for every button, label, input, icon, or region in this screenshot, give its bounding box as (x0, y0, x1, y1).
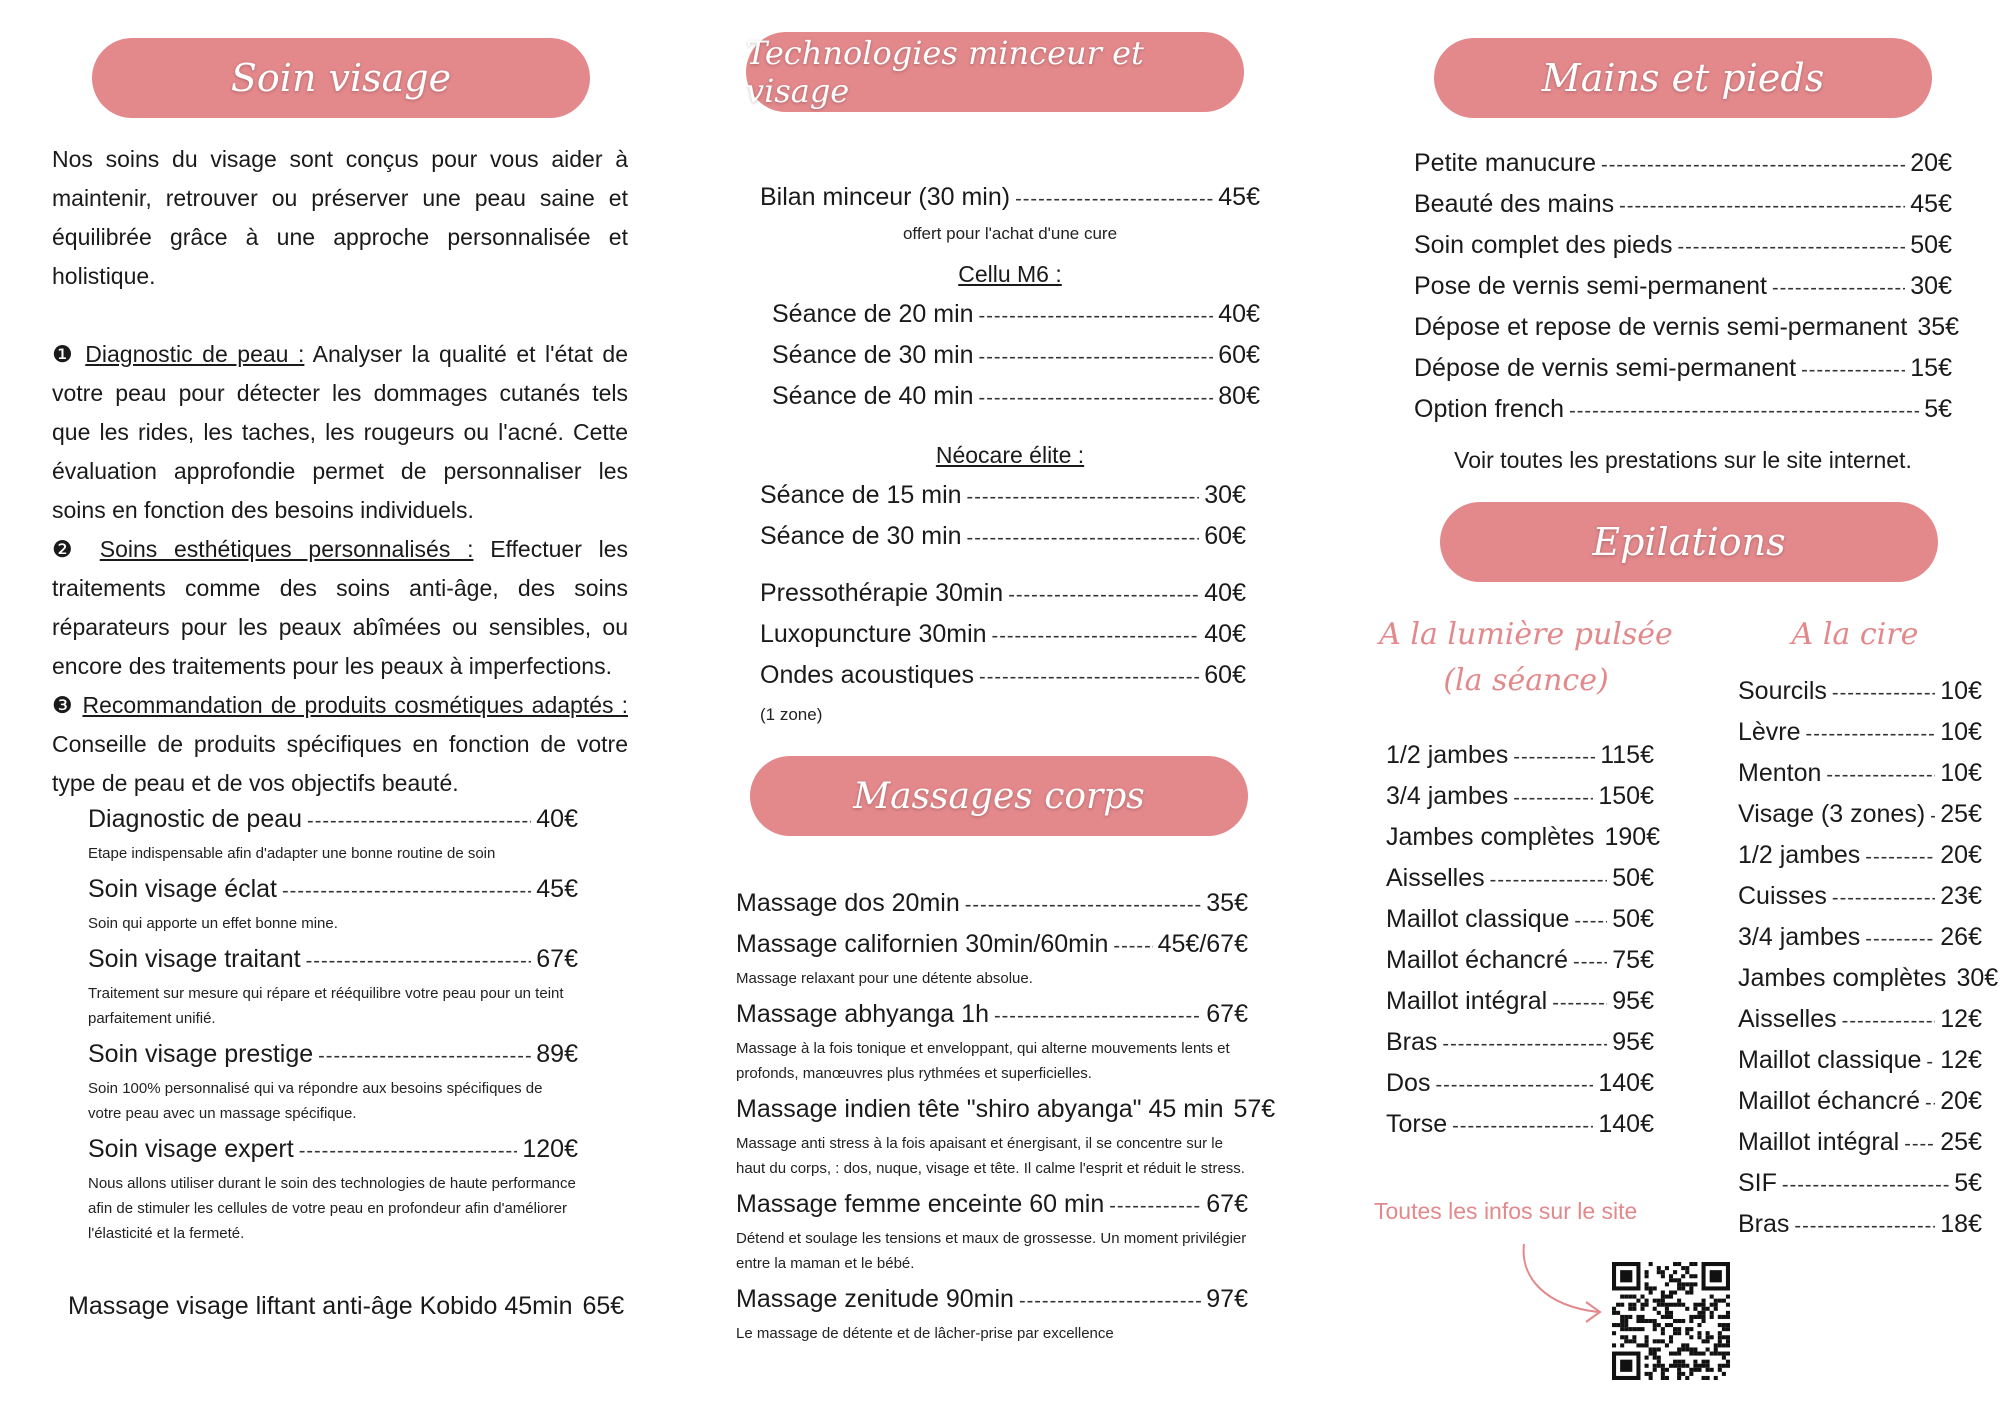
price-desc: Détend et soulage les tensions et maux de grossesse. Un moment privilégier entre la maman et le bébé. (736, 1230, 1247, 1272)
point-3-title: Recommandation de produits cosmétiques adaptés : (82, 692, 628, 718)
intro-text: Nos soins du visage sont conçus pour vous aider à maintenir, retrouver ou préserver une peau saine et équilibrée grâce à une approche personnalisée et holistique. (52, 146, 628, 289)
cellu-title: Cellu M6 : (958, 261, 1062, 287)
price-row: Jambes complètes 30€ (1738, 964, 1999, 992)
price-row: Diagnostic de peau ----- 40€ (88, 800, 578, 841)
header-massages (750, 756, 1248, 836)
price-desc: Traitement sur mesure qui répare et rééquilibre votre peau pour un teint parfaitement unifié. (88, 985, 564, 1027)
price-row: 3/4 jambes ----- 150€ (1386, 777, 1654, 818)
price-desc: Massage relaxant pour une détente absolue. (736, 970, 1033, 987)
price-row: Torse ----- 140€ (1386, 1105, 1654, 1146)
price-row: Maillot échancré ----- 75€ (1386, 941, 1654, 982)
price-row: Séance de 30 min ----- 60€ (772, 336, 1260, 377)
neocare-title: Néocare élite : (935, 442, 1085, 468)
price-row: Bras ----- 95€ (1386, 1023, 1654, 1064)
zone-note: (1 zone) (760, 705, 823, 724)
price-row: Séance de 30 min ----- 60€ (760, 517, 1246, 558)
bilan-note: offert pour l'achat d'une cure (902, 224, 1118, 243)
site-note: Voir toutes les prestations sur le site internet. (1454, 447, 1912, 473)
price-row: Massage indien tête "shiro abyanga" 45 min 57€ (736, 1095, 1276, 1123)
header-label: Technologies minceur et visage (746, 34, 1144, 110)
price-row: Bilan minceur (30 min) ----- 45€ (760, 178, 1260, 219)
header-label: Soin visage (230, 56, 452, 100)
price-row: Cuisses ----- 23€ (1738, 877, 1982, 918)
price-row: Maillot intégral ----- 25€ (1738, 1123, 1982, 1164)
price-row: Menton ----- 10€ (1738, 754, 1982, 795)
price-row: Maillot classique ----- 50€ (1386, 900, 1654, 941)
price-row: Soin visage prestige ----- 89€ (88, 1035, 578, 1076)
price-row: Dépose de vernis semi-permanent ----- 15€ (1414, 349, 1952, 390)
price-row: 3/4 jambes ----- 26€ (1738, 918, 1982, 959)
price-row: Jambes complètes 190€ (1386, 823, 1661, 851)
header-technologies (746, 32, 1244, 112)
price-row: SIF ----- 5€ (1738, 1164, 1982, 1205)
soin-visage-intro (52, 140, 628, 803)
cire-list (1738, 672, 1999, 1246)
point-2-title: Soins esthétiques personnalisés : (99, 536, 474, 562)
soin-visage-price-list (88, 800, 578, 1250)
header-label: Epilations (1592, 520, 1786, 564)
price-row: Aisselles ----- 50€ (1386, 859, 1654, 900)
header-mains-pieds (1434, 38, 1932, 118)
infos-site-text: Toutes les infos sur le site (1374, 1198, 1638, 1224)
price-desc: Massage à la fois tonique et enveloppant, qui alterne mouvements lents et profonds, manœuvres plus rythmées et superficielles. (736, 1040, 1230, 1082)
price-row: Sourcils ----- 10€ (1738, 672, 1982, 713)
header-soin-visage (92, 38, 590, 118)
price-row: Ondes acoustiques ----- 60€ (760, 656, 1246, 697)
technologies-list (760, 178, 1260, 737)
price-row: Aisselles ----- 12€ (1738, 1000, 1982, 1041)
price-row: Soin visage traitant ----- 67€ (88, 940, 578, 981)
price-row: Petite manucure ----- 20€ (1414, 144, 1952, 185)
kobido-row: Massage visage liftant anti-âge Kobido 45min 65€ (68, 1292, 625, 1320)
qr-code-icon[interactable] (1612, 1262, 1730, 1380)
price-row: Beauté des mains ----- 45€ (1414, 185, 1952, 226)
price-row: Luxopuncture 30min ----- 40€ (760, 615, 1246, 656)
price-row: Massage abhyanga 1h ----- 67€ (736, 995, 1248, 1036)
price-row: Maillot intégral ----- 95€ (1386, 982, 1654, 1023)
price-row: Option french ----- 5€ (1414, 390, 1952, 431)
price-desc: Soin qui apporte un effet bonne mine. (88, 915, 338, 932)
price-row: Pose de vernis semi-permanent ----- 30€ (1414, 267, 1952, 308)
price-row: Soin visage éclat ----- 45€ (88, 870, 578, 911)
price-row: Massage zenitude 90min ----- 97€ (736, 1280, 1248, 1321)
pulse-title: A la lumière pulsée (la séance) (1379, 617, 1673, 698)
price-row: Bras ----- 18€ (1738, 1205, 1982, 1246)
price-row: Séance de 40 min ----- 80€ (772, 377, 1260, 418)
price-desc: Le massage de détente et de lâcher-prise par excellence (736, 1325, 1114, 1342)
curved-arrow-icon (1516, 1238, 1616, 1328)
price-row: 1/2 jambes ----- 20€ (1738, 836, 1982, 877)
header-label: Mains et pieds (1541, 56, 1825, 100)
mains-pieds-list (1414, 144, 1960, 431)
price-row: Séance de 20 min ----- 40€ (772, 295, 1260, 336)
cire-title: A la cire (1791, 617, 1919, 652)
price-row: Maillot échancré ----- 20€ (1738, 1082, 1982, 1123)
header-label: Massages corps (853, 775, 1145, 817)
price-row: Lèvre ----- 10€ (1738, 713, 1982, 754)
pulse-list (1386, 736, 1661, 1146)
price-row: Soin complet des pieds ----- 50€ (1414, 226, 1952, 267)
header-epilations (1440, 502, 1938, 582)
price-row: Soin visage expert ----- 120€ (88, 1130, 578, 1171)
price-desc: Etape indispensable afin d'adapter une bonne routine de soin (88, 845, 496, 862)
price-desc: Massage anti stress à la fois apaisant et énergisant, il se concentre sur le haut du corps, : dos, nuque, visage et tête. Il calme l'esprit et réduit le stress. (736, 1135, 1245, 1177)
price-row: Visage (3 zones) ----- 25€ (1738, 795, 1982, 836)
price-row: Massage femme enceinte 60 min ----- 67€ (736, 1185, 1248, 1226)
price-row: Séance de 15 min ----- 30€ (760, 476, 1246, 517)
price-row: Massage dos 20min ----- 35€ (736, 884, 1248, 925)
price-row: Maillot classique ----- 12€ (1738, 1041, 1982, 1082)
price-row: Dépose et repose de vernis semi-permanent 35€ (1414, 313, 1960, 341)
point-1-title: Diagnostic de peau : (85, 341, 305, 367)
price-desc: Nous allons utiliser durant le soin des technologies de haute performance afin de stimuler les cellules de votre peau en profondeur afin d'améliorer l'élasticité et la fermeté. (88, 1175, 576, 1242)
massages-list (736, 884, 1276, 1350)
point-1: ❶ Diagnostic de peau : Analyser la qualité et l'état de votre peau pour détecter les dommages cutanés tels que les rides, les taches, les rougeurs ou l'acné. Cette évaluation approfondie permet de personnaliser les soins en fonction des besoins individuels. (52, 341, 629, 523)
point-2: ❷ Soins esthétiques personnalisés : Effectuer les traitements comme des soins anti-âge, des soins réparateurs pour les peaux abîmées ou sensibles, ou encore des traitements pour les peaux à imperfections. (52, 536, 628, 679)
price-row: 1/2 jambes ----- 115€ (1386, 736, 1654, 777)
price-row: Dos ----- 140€ (1386, 1064, 1654, 1105)
price-row: Pressothérapie 30min ----- 40€ (760, 574, 1246, 615)
price-row: Massage californien 30min/60min ----- 45€/67€ (736, 925, 1248, 966)
price-desc: Soin 100% personnalisé qui va répondre aux besoins spécifiques de votre peau avec un massage spécifique. (88, 1080, 543, 1122)
point-3: ❸ Recommandation de produits cosmétiques adaptés : Conseille de produits spécifiques en fonction de votre type de peau et de vos objectifs beauté. (52, 692, 628, 796)
